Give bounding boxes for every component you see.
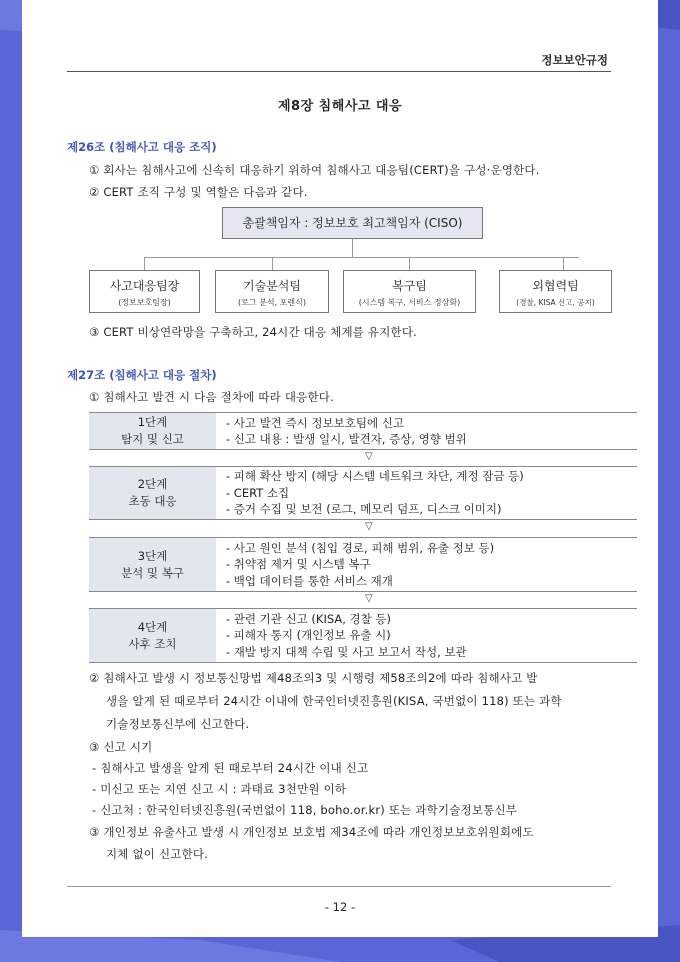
step-name: 사후 조치 xyxy=(128,636,177,651)
document-header-title: 정보보안규정 xyxy=(541,53,608,67)
team-name: 기술분석팀 xyxy=(243,279,301,293)
document-page xyxy=(22,0,658,937)
org-head-label: 총괄책임자 : 정보보호 최고책임자 (CISO) xyxy=(242,216,463,230)
step-label xyxy=(89,609,216,662)
footer-rule xyxy=(67,886,611,887)
step-items xyxy=(226,413,467,449)
step-item: - 신고 내용 : 발생 일시, 발견자, 증상, 영향 범위 xyxy=(226,432,467,446)
step-item: - 사고 발견 즉시 정보보호팀에 신고 xyxy=(226,415,404,430)
team-name: 사고대응팀장 xyxy=(109,279,180,293)
step-item: - 피해자 통지 (개인정보 유출 시) xyxy=(226,628,391,643)
org-connector-drop xyxy=(409,257,410,270)
step-item: - CERT 소집 xyxy=(226,485,290,500)
step-item: - 사고 원인 분석 (침입 경로, 피해 범위, 유출 정보 등) xyxy=(226,540,495,555)
step-name: 분석 및 복구 xyxy=(121,565,184,580)
org-team-box xyxy=(215,270,329,313)
step-items xyxy=(226,609,467,662)
article-27-para-4-line: 지체 없이 신고한다. xyxy=(106,847,209,861)
org-connector-drop xyxy=(272,257,273,270)
report-timing-item: - 신고처 : 한국인터넷진흥원(국번없이 118, boho.or.kr) 또는 과학기술정보통신부 xyxy=(92,803,518,817)
step-stage: 3단계 xyxy=(137,548,168,563)
org-connector-horizontal xyxy=(144,257,579,258)
article-26-para-2: ② CERT 조직 구성 및 역할은 다음과 같다. xyxy=(89,185,308,199)
step-item: - 관련 기관 신고 (KISA, 경찰 등) xyxy=(226,611,392,626)
page-number: - 12 - xyxy=(324,900,356,914)
step-item: - 증거 수집 및 보전 (로그, 메모리 덤프, 디스크 이미지) xyxy=(226,502,502,517)
org-connector-drop xyxy=(563,257,564,270)
org-head-box xyxy=(222,207,483,239)
step-arrow-icon: ▽ xyxy=(365,521,373,532)
step-name: 탐지 및 신고 xyxy=(121,432,184,446)
step-label xyxy=(89,467,216,519)
step-items xyxy=(226,467,524,519)
org-connector-vertical xyxy=(352,239,353,258)
article-27-para-1: ① 침해사고 발견 시 다음 절차에 따라 대응한다. xyxy=(89,390,334,404)
report-timing-item: - 침해사고 발생을 알게 된 때로부터 24시간 이내 신고 xyxy=(92,761,369,775)
step-label xyxy=(89,413,216,449)
team-desc: (정보보호팀장) xyxy=(118,298,171,307)
article-27-para-2-line: 생을 알게 된 때로부터 24시간 이내에 한국인터넷진흥원(KISA, 국번없이 118) 또는 과학 xyxy=(106,694,562,708)
procedure-step xyxy=(89,466,637,520)
article-27-para-2-line: 기술정보통신부에 신고한다. xyxy=(106,717,250,731)
step-stage: 4단계 xyxy=(137,619,168,634)
article-27-title: 제27조 (침해사고 대응 절차) xyxy=(67,368,217,382)
step-item: - 백업 데이터를 통한 서비스 재개 xyxy=(226,573,393,588)
team-desc: (로그 분석, 포렌식) xyxy=(238,298,306,307)
article-27-para-4-line: ③ 개인정보 유출사고 발생 시 개인정보 보호법 제34조에 따라 개인정보보호위원회에도 xyxy=(89,825,534,839)
team-name: 복구팀 xyxy=(392,279,427,293)
step-arrow-icon: ▽ xyxy=(365,593,373,604)
team-desc: (시스템 복구, 서비스 정상화) xyxy=(358,298,461,307)
procedure-step xyxy=(89,537,637,592)
org-connector-drop xyxy=(144,257,145,270)
article-26-title: 제26조 (침해사고 대응 조직) xyxy=(67,140,217,154)
procedure-step xyxy=(89,608,637,663)
header-rule xyxy=(67,71,611,72)
step-item: - 재발 방지 대책 수립 및 사고 보고서 작성, 보관 xyxy=(226,644,467,659)
org-team-box xyxy=(343,270,476,313)
org-team-box xyxy=(499,270,612,313)
org-team-box xyxy=(89,270,200,313)
step-arrow-icon: ▽ xyxy=(365,451,373,462)
article-27-para-3: ③ 신고 시기 xyxy=(89,740,153,754)
article-26-para-1: ① 회사는 침해사고에 신속히 대응하기 위하여 침해사고 대응팀(CERT)을 구성·운영한다. xyxy=(89,163,540,177)
step-stage: 2단계 xyxy=(137,477,168,491)
step-items xyxy=(226,538,494,591)
step-name: 초동 대응 xyxy=(128,494,177,508)
chapter-title: 제8장 침해사고 대응 xyxy=(277,99,403,114)
step-item: - 취약점 제거 및 시스템 복구 xyxy=(226,557,371,572)
article-27-para-2-line: ② 침해사고 발생 시 정보통신망법 제48조의3 및 시행령 제58조의2에 따라 침해사고 발 xyxy=(89,671,538,685)
step-item: - 피해 확산 방지 (해당 시스템 네트워크 차단, 계정 잠금 등) xyxy=(226,469,524,484)
article-26-para-3: ③ CERT 비상연락망을 구축하고, 24시간 대응 체계를 유지한다. xyxy=(89,325,418,339)
team-name: 외협력팀 xyxy=(532,279,579,293)
report-timing-item: - 미신고 또는 지연 신고 시 : 과태료 3천만원 이하 xyxy=(92,782,347,796)
team-desc: (경찰, KISA 신고, 공지) xyxy=(516,298,595,307)
step-label xyxy=(89,538,216,591)
procedure-step xyxy=(89,412,637,450)
step-stage: 1단계 xyxy=(137,415,168,429)
